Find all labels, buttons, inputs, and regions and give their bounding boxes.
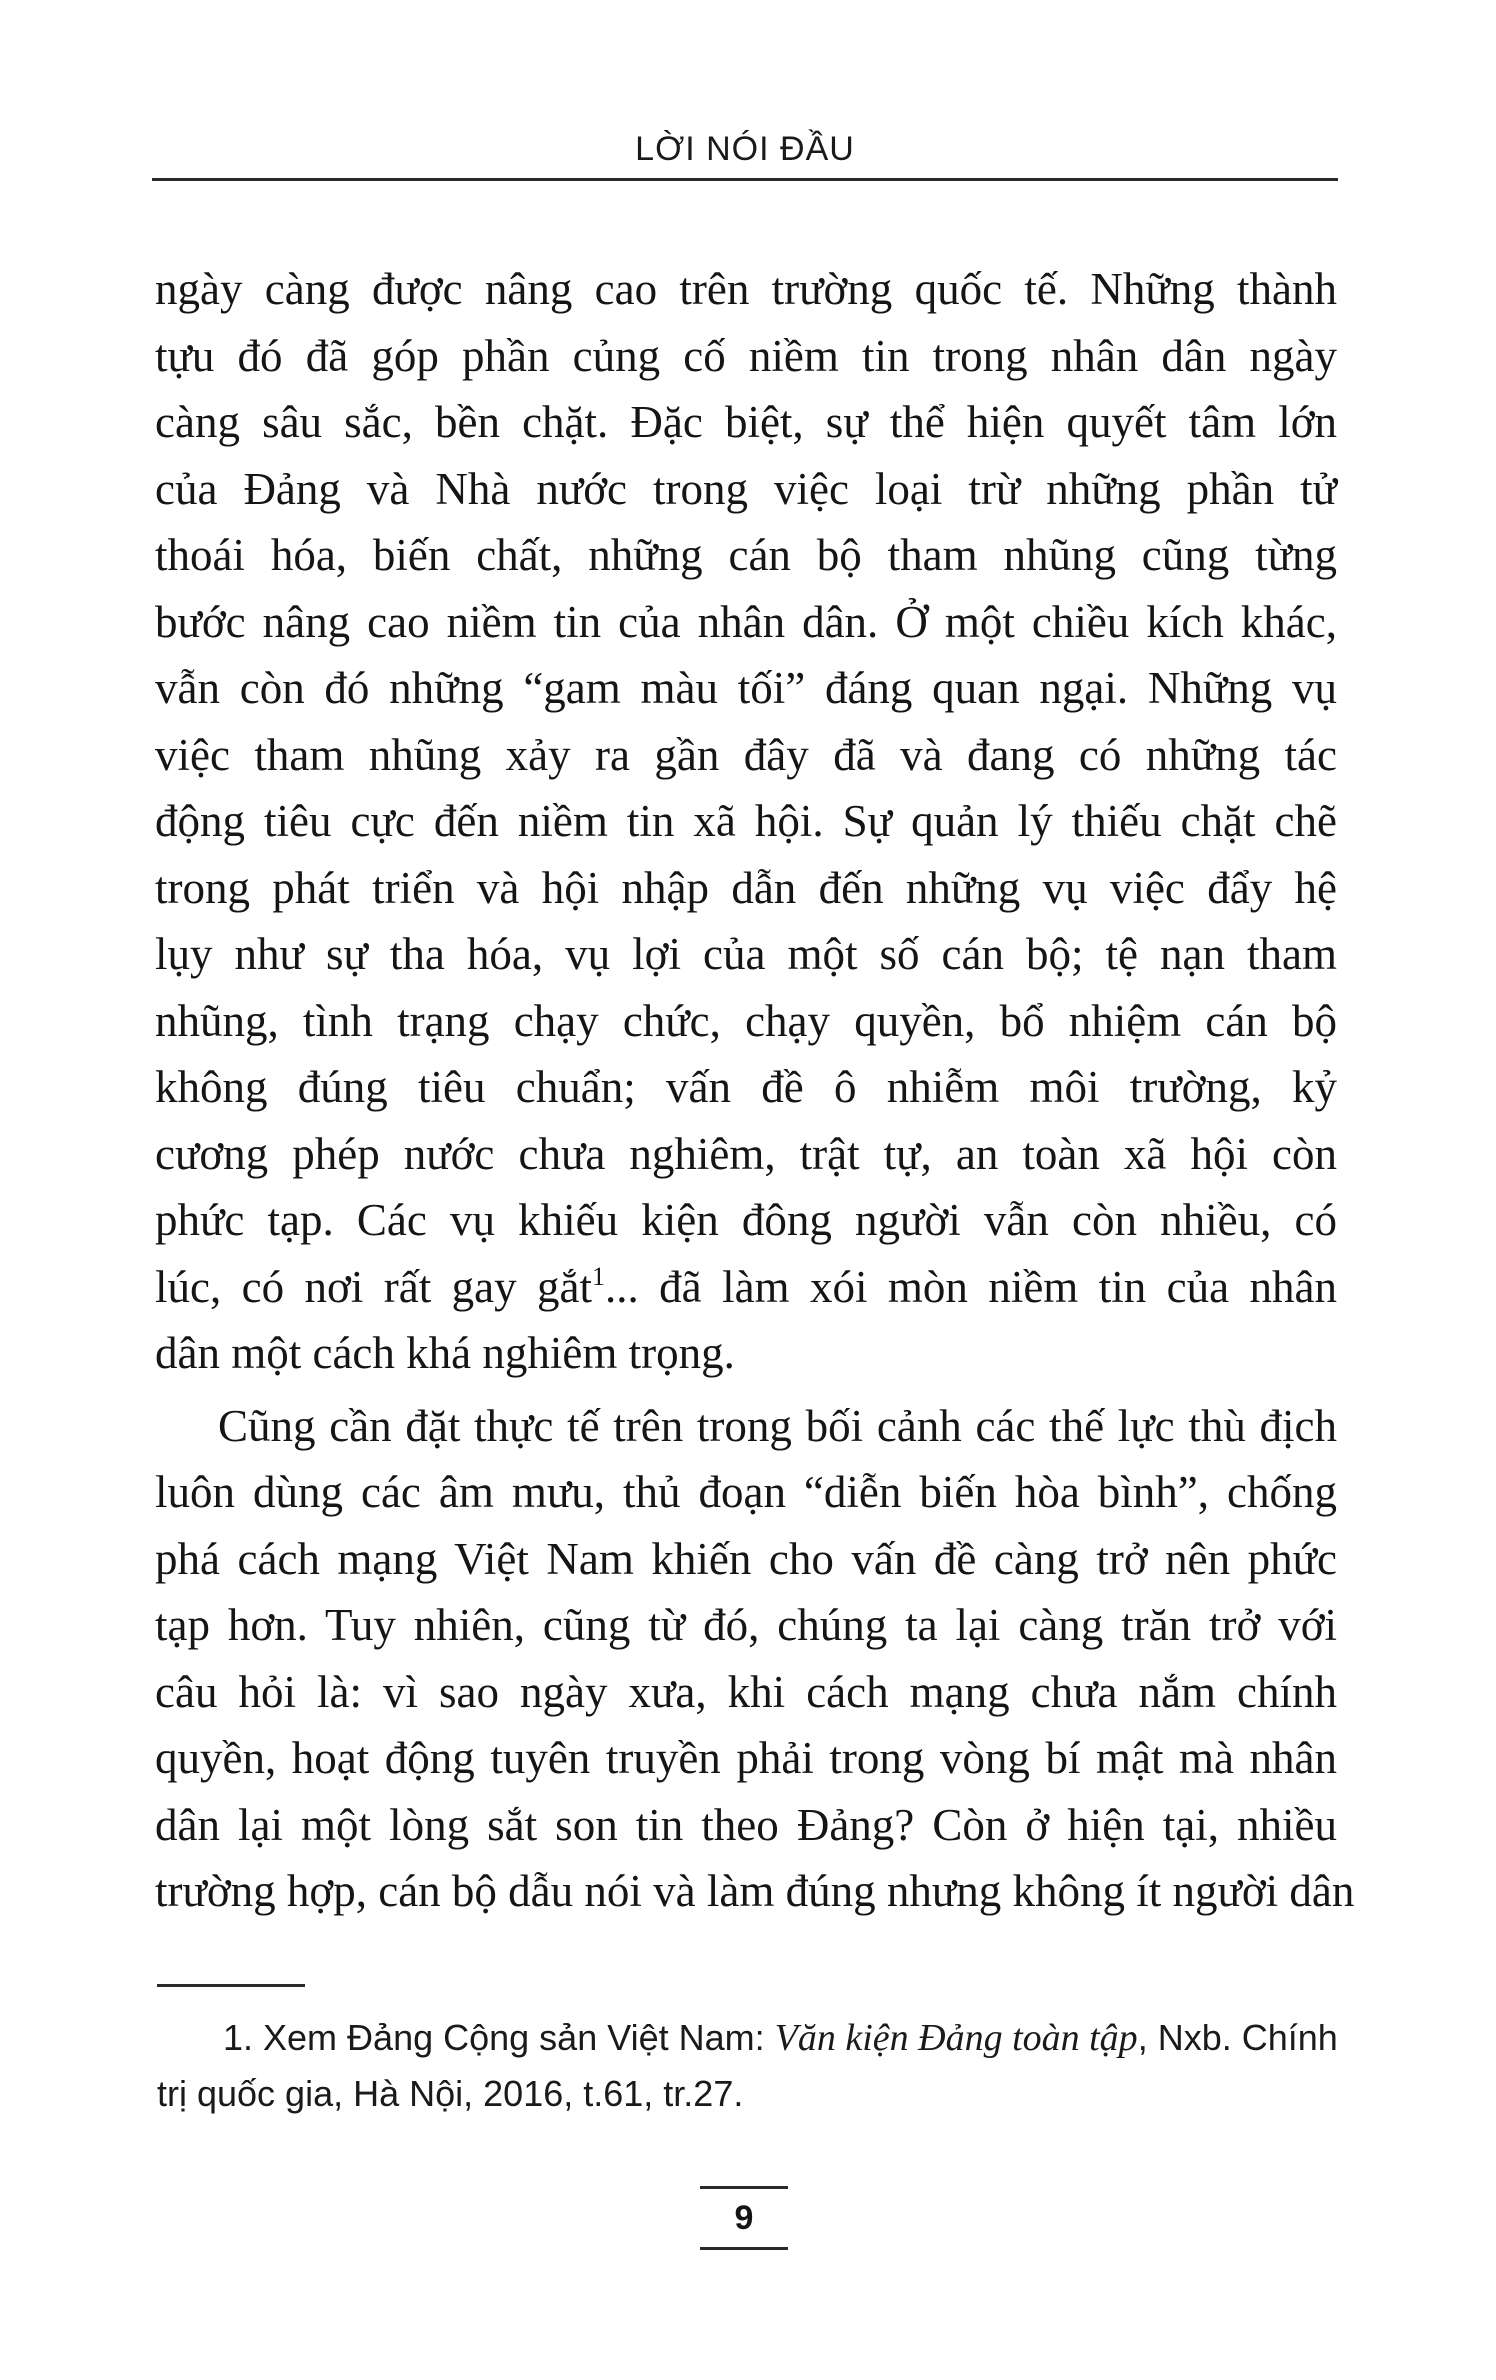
footnote-reference[interactable]: 1 bbox=[592, 1261, 606, 1291]
text-line: không đúng tiêu chuẩn; vấn đề ô nhiễm môi trường, kỷ bbox=[155, 1062, 1337, 1112]
footnote-separator bbox=[157, 1984, 305, 1987]
text-line: trường hợp, cán bộ dẫu nói và làm đúng nhưng không ít người dân bbox=[155, 1866, 1355, 1916]
text-line: phức tạp. Các vụ khiếu kiện đông người vẫn còn nhiều, có bbox=[155, 1195, 1337, 1245]
text-line: của Đảng và Nhà nước trong việc loại trừ những phần tử bbox=[155, 463, 1337, 514]
footnote-title: Văn kiện Đảng toàn tập bbox=[774, 2017, 1138, 2059]
footnote-text: 1. Xem Đảng Cộng sản Việt Nam: bbox=[223, 2017, 775, 2058]
text-line: cương phép nước chưa nghiêm, trật tự, an toàn xã hội còn bbox=[155, 1128, 1337, 1179]
text-line: phá cách mạng Việt Nam khiến cho vấn đề càng trở nên phức bbox=[155, 1533, 1337, 1584]
page-number-block bbox=[700, 2186, 788, 2250]
footnote-text: , Nxb. Chính bbox=[1137, 2017, 1338, 2058]
text-fragment: ... đã làm xói mòn niềm tin của nhân bbox=[605, 1261, 1337, 1312]
text-line: dân lại một lòng sắt son tin theo Đảng? Còn ở hiện tại, nhiều bbox=[155, 1799, 1337, 1850]
text-line: tạp hơn. Tuy nhiên, cũng từ đó, chúng ta lại càng trăn trở với bbox=[155, 1600, 1337, 1650]
text-line: Cũng cần đặt thực tế trên trong bối cảnh các thế lực thù địch bbox=[218, 1400, 1337, 1451]
text-line: quyền, hoạt động tuyên truyền phải trong vòng bí mật mà nhân bbox=[155, 1733, 1337, 1783]
text-line: bước nâng cao niềm tin của nhân dân. Ở một chiều kích khác, bbox=[155, 596, 1337, 647]
text-line: tựu đó đã góp phần củng cố niềm tin trong nhân dân ngày bbox=[155, 330, 1337, 381]
main-text bbox=[155, 256, 1355, 1925]
text-line: việc tham nhũng xảy ra gần đây đã và đang có những tác bbox=[155, 729, 1337, 780]
paragraph-2 bbox=[155, 1393, 1355, 1925]
text-line: luôn dùng các âm mưu, thủ đoạn “diễn biến hòa bình”, chống bbox=[155, 1467, 1337, 1517]
paragraph-1 bbox=[155, 256, 1337, 1387]
text-fragment: lúc, có nơi rất gay gắt bbox=[155, 1261, 593, 1312]
page-number: 9 bbox=[734, 2199, 754, 2237]
text-line: dân một cách khá nghiêm trọng. bbox=[155, 1328, 735, 1378]
text-line: vẫn còn đó những “gam màu tối” đáng quan ngại. Những vụ bbox=[155, 663, 1337, 713]
footnote bbox=[157, 2010, 1337, 2122]
footnote-line: trị quốc gia, Hà Nội, 2016, t.61, tr.27. bbox=[157, 2073, 744, 2114]
header-rule bbox=[152, 178, 1338, 181]
text-line: động tiêu cực đến niềm tin xã hội. Sự quản lý thiếu chặt chẽ bbox=[155, 796, 1337, 846]
text-line: câu hỏi là: vì sao ngày xưa, khi cách mạng chưa nắm chính bbox=[155, 1666, 1337, 1717]
text-line: ngày càng được nâng cao trên trường quốc tế. Những thành bbox=[155, 264, 1337, 314]
text-line: nhũng, tình trạng chạy chức, chạy quyền, bổ nhiệm cán bộ bbox=[155, 995, 1337, 1046]
text-line-with-footnote-ref bbox=[155, 1254, 1337, 1321]
text-line: càng sâu sắc, bền chặt. Đặc biệt, sự thể hiện quyết tâm lớn bbox=[155, 397, 1337, 447]
text-line: lụy như sự tha hóa, vụ lợi của một số cán bộ; tệ nạn tham bbox=[155, 929, 1337, 979]
text-line: thoái hóa, biến chất, những cán bộ tham nhũng cũng từng bbox=[155, 530, 1337, 580]
footnote-line bbox=[157, 2010, 1337, 2066]
text-line: trong phát triển và hội nhập dẫn đến những vụ việc đẩy hệ bbox=[155, 862, 1337, 913]
page-number-rule-bottom bbox=[700, 2247, 788, 2250]
running-head: LỜI NÓI ĐẦU bbox=[635, 130, 855, 168]
